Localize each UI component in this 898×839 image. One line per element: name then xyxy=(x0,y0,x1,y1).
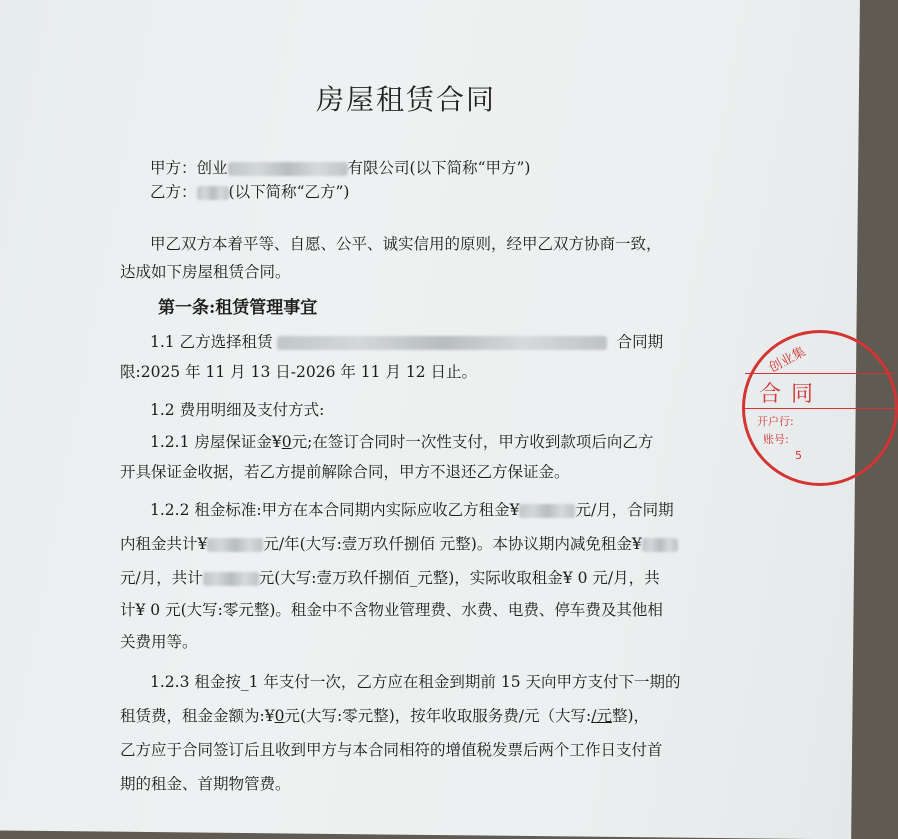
clause-1-2-2-l2-b: 元/年(大写:壹万玖仟捌佰 元整)。本协议期内减免租金¥ xyxy=(263,535,642,553)
seal-bank-label: 开户行: xyxy=(757,415,794,428)
intro-line-2: 达成如下房屋租赁合同。 xyxy=(120,263,291,281)
redacted-waived-rent xyxy=(642,538,678,552)
clause-1-2: 1.2 费用明细及支付方式: xyxy=(150,401,325,419)
clause-1-2-3-l2-d: 整)， xyxy=(611,707,650,725)
clause-1-2-2-line-2 xyxy=(120,534,678,554)
deposit-amount: 0 xyxy=(281,433,292,451)
party-a-line xyxy=(150,158,530,178)
clause-1-2-3-l2-a: 租赁费，租金金额为:¥ xyxy=(120,707,275,725)
clause-1-2-2-tail: 元/月，合同期 xyxy=(575,501,674,519)
clause-1-2-2-text: 1.2.2 租金标准:甲方在本合同期内实际应收乙方租金¥ xyxy=(150,501,520,519)
article-1-heading: 第一条:租赁管理事宜 xyxy=(158,298,318,318)
clause-1-2-2-line-4: 计¥ 0 元(大写:零元整)。租金中不含物业管理费、水费、电费、停车费及其他相 xyxy=(120,601,663,619)
clause-1-2-2-l3-b: 元(大写:壹万玖仟捌佰_元整)，实际收取租金¥ 0 元/月，共 xyxy=(258,569,660,587)
clause-1-2-2-line-3 xyxy=(120,568,660,588)
seal-top-text: 创业集 xyxy=(766,344,809,377)
clause-1-2-3-line-3: 乙方应于合同签订后且收到甲方与本合同相符的增值税发票后两个工作日支付首 xyxy=(120,741,663,759)
seal-divider-top xyxy=(745,373,895,374)
seal-center-text: 合同 xyxy=(759,382,824,407)
clause-1-2-1-tail: 元;在签订合同时一次性支付，甲方收到款项后向乙方 xyxy=(291,433,654,451)
party-a-prefix: 创业 xyxy=(196,159,228,177)
party-b-label: 乙方： xyxy=(150,183,197,201)
clause-1-2-1-line-1 xyxy=(150,432,653,452)
clause-1-2-3-l2-b: 元(大写:零元整)，按年收取服务费/元（大写: xyxy=(284,707,592,725)
redacted-property-address xyxy=(277,336,607,350)
seal-number: 5 xyxy=(795,449,802,462)
party-a-suffix: 有限公司(以下简称“甲方”) xyxy=(347,159,531,177)
redacted-party-b-name xyxy=(197,186,229,200)
clause-1-1-text: 1.1 乙方选择租赁 xyxy=(150,333,273,351)
clause-1-2-1-text: 1.2.1 房屋保证金¥ xyxy=(150,433,282,451)
redacted-annual-rent xyxy=(207,538,263,552)
clause-1-2-2-line-5: 关费用等。 xyxy=(120,633,198,651)
clause-1-2-3-line-4: 期的租金、首期物管费。 xyxy=(120,775,291,793)
party-b-line xyxy=(150,182,349,202)
redacted-company-name xyxy=(228,162,348,176)
seal-divider-bottom xyxy=(745,408,895,409)
clause-1-1-line-1 xyxy=(150,332,663,352)
party-a-label: 甲方： xyxy=(150,159,197,177)
clause-1-2-3-line-1: 1.2.3 租金按_1 年支付一次，乙方应在租金到期前 15 天向甲方支付下一期的 xyxy=(150,673,681,691)
seal-account-label: 账号: xyxy=(763,433,789,446)
redacted-waived-total xyxy=(203,572,259,586)
clause-1-1-tail: 合同期 xyxy=(616,333,664,351)
contract-title: 房屋租赁合同 xyxy=(315,83,496,116)
clause-1-2-2-l2-a: 内租金共计¥ xyxy=(120,535,208,553)
redacted-monthly-rent xyxy=(519,504,575,518)
service-fee-blank: /元 xyxy=(591,707,612,725)
rent-amount: 0 xyxy=(274,707,285,725)
clause-1-2-3-line-2 xyxy=(120,706,649,726)
clause-1-2-2-l3-a: 元/月，共计 xyxy=(120,569,203,587)
party-b-suffix: (以下简称“乙方”) xyxy=(228,183,350,201)
clause-1-1-line-2: 限:2025 年 11 月 13 日-2026 年 11 月 12 日止。 xyxy=(120,363,478,381)
company-seal-stamp xyxy=(742,330,898,486)
clause-1-2-2-line-1 xyxy=(150,500,674,520)
intro-line-1: 甲乙双方本着平等、自愿、公平、诚实信用的原则，经甲乙双方协商一致， xyxy=(150,235,662,253)
clause-1-2-1-line-2: 开具保证金收据，若乙方提前解除合同，甲方不退还乙方保证金。 xyxy=(120,463,570,481)
